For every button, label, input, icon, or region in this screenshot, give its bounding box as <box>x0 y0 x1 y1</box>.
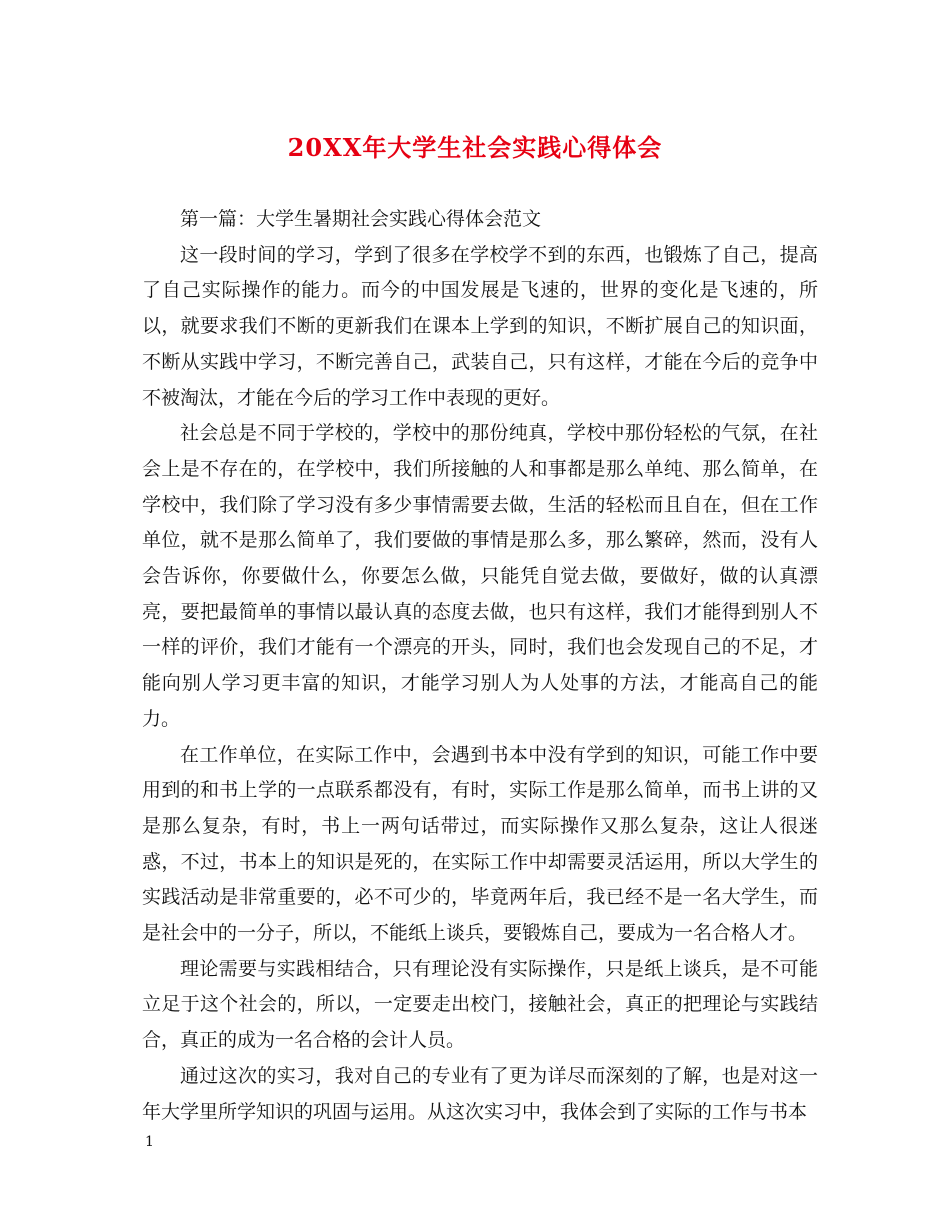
body-paragraph: 通过这次的实习，我对自己的专业有了更为详尽而深刻的了解，也是对这一年大学里所学知识的巩固与运用。从这次实习中，我体会到了实际的工作与书本 <box>142 1064 818 1123</box>
body-paragraph: 在工作单位，在实际工作中，会遇到书本中没有学到的知识，可能工作中要用到的和书上学的一点联系都没有，有时，实际工作是那么简单，而书上讲的又是那么复杂，有时，书上一两句话带过，而实际操作又那么复杂，这让人很迷惑，不过，书本上的知识是死的，在实际工作中却需要灵活运用，所以大学生的实践活动是非常重要的，必不可少的，毕竟两年后，我已经不是一名大学生，而是社会中的一分子，所以，不能纸上谈兵，要锻炼自己，要成为一名合格人才。 <box>142 743 818 945</box>
body-paragraph: 这一段时间的学习，学到了很多在学校学不到的东西，也锻炼了自己，提高了自己实际操作的能力。而今的中国发展是飞速的，世界的变化是飞速的，所以，就要求我们不断的更新我们在课本上学到的知识，不断扩展自己的知识面，不断从实践中学习，不断完善自己，武装自己，只有这样，才能在今后的竞争中不被淘汰，才能在今后的学习工作中表现的更好。 <box>142 243 818 409</box>
page-number: 1 <box>145 1134 154 1150</box>
section-heading: 第一篇：大学生暑期社会实践心得体会范文 <box>180 208 542 230</box>
document-body <box>142 202 818 1130</box>
body-paragraph: 理论需要与实践相结合，只有理论没有实际操作，只是纸上谈兵，是不可能立足于这个社会的，所以，一定要走出校门，接触社会，真正的把理论与实践结合，真正的成为一名合格的会计人员。 <box>142 957 818 1052</box>
body-paragraph: 社会总是不同于学校的，学校中的那份纯真，学校中那份轻松的气氛，在社会上是不存在的，在学校中，我们所接触的人和事都是那么单纯、那么简单，在学校中，我们除了学习没有多少事情需要去做，生活的轻松而且自在，但在工作单位，就不是那么简单了，我们要做的事情是那么多，那么繁碎，然而，没有人会告诉你，你要做什么，你要怎么做，只能凭自觉去做，要做好，做的认真漂亮，要把最简单的事情以最认真的态度去做，也只有这样，我们才能得到别人不一样的评价，我们才能有一个漂亮的开头，同时，我们也会发现自己的不足，才能向别人学习更丰富的知识，才能学习别人为人处事的方法，才能高自己的能力。 <box>142 422 818 730</box>
document-title: 20XX年大学生社会实践心得体会 <box>287 133 663 162</box>
